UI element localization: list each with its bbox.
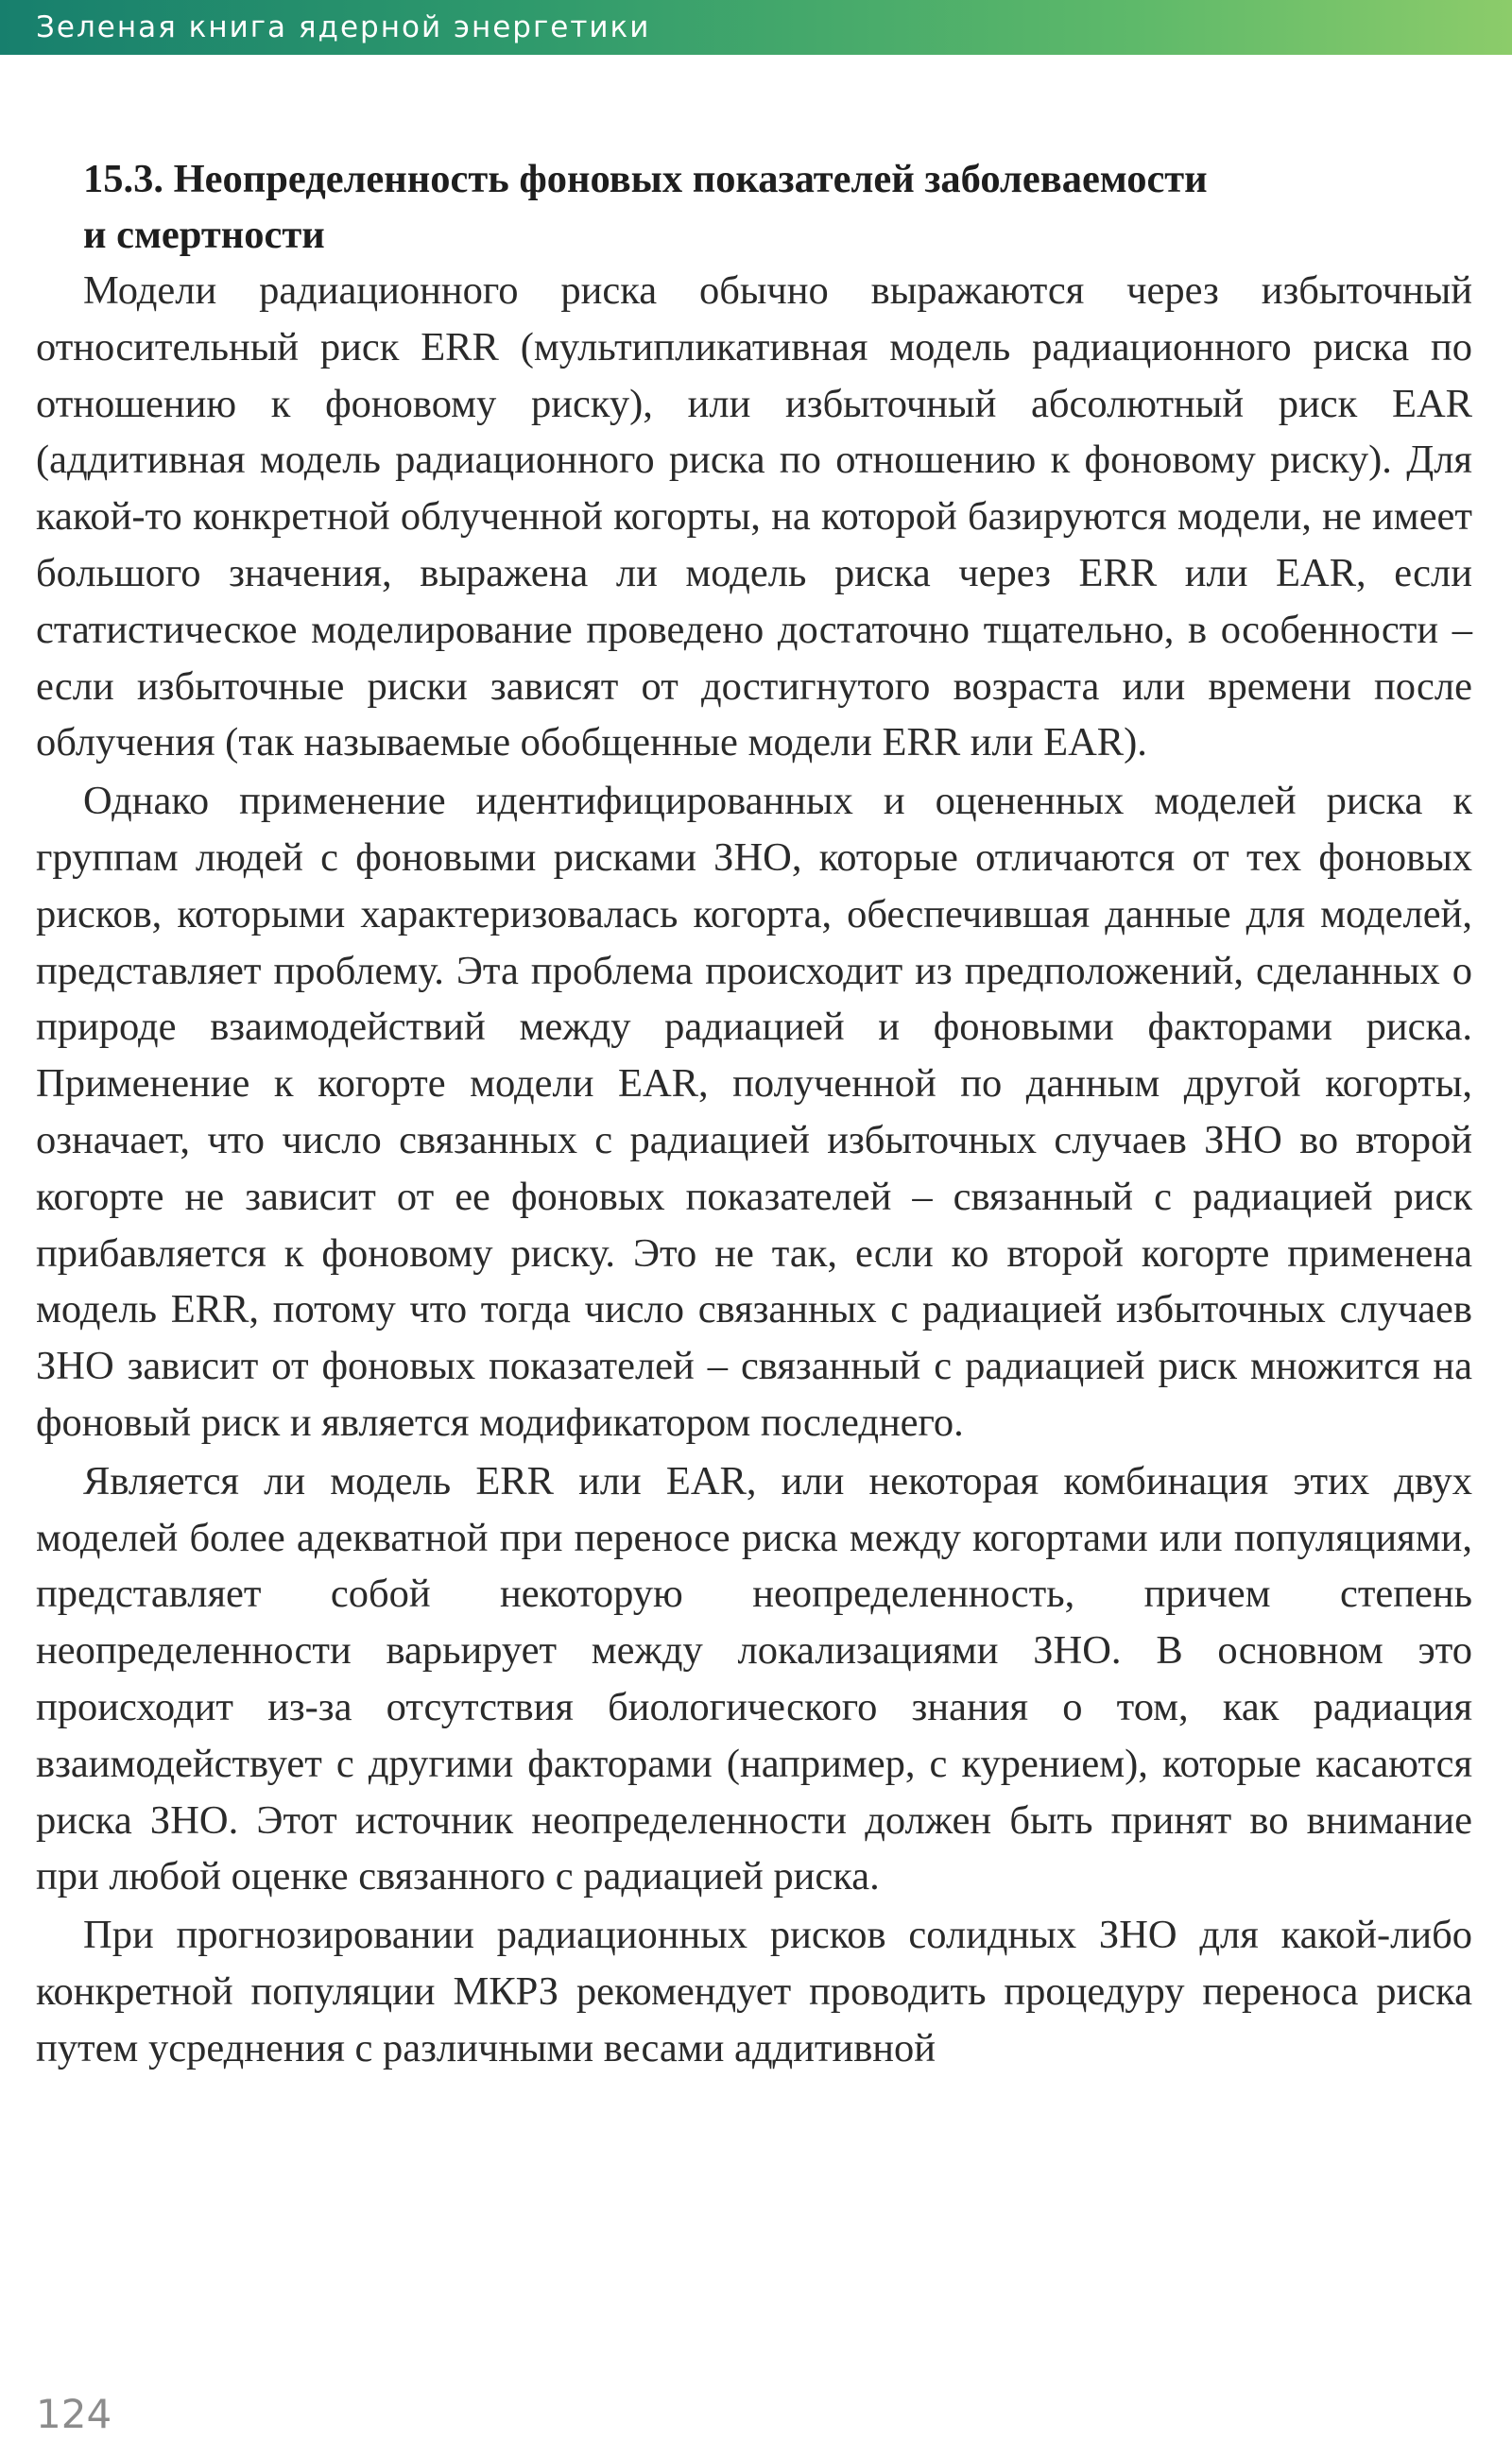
section-title-line-1: 15.3. Неопределенность фоновых показателей заболеваемости [83,157,1208,201]
paragraph-4: При прогнозировании радиационных рисков солидных ЗНО для какой-либо конкретной популяции МКРЗ рекомендует проводить процедуру переноса риска путем усреднения с различными весами аддитивной [36,1913,1472,2070]
section-title-line-2: и смертности [83,213,325,257]
header-band [0,0,1512,55]
section-title [36,151,1472,263]
paragraph-1: Модели радиационного риска обычно выражаются через избыточный относительный риск ERR (мультипликативная модель радиационного риска по отношению к фоновому риску), или избыточный абсолютный риск EAR (аддитивная модель радиационного риска по отношению к фоновому риску). Для какой-то конкретной облученной когорты, на которой базируются модели, не имеет большого значения, выражена ли модель риска через ERR или EAR, если статистическое моделирование проведено достаточно тщательно, в особенности – если избыточные риски зависят от достигнутого возраста или времени после облучения (так называемые обобщенные модели ERR или EAR). [36,268,1472,765]
page-content [36,151,1472,2079]
page-number: 124 [36,2391,112,2437]
running-header-title: Зеленая книга ядерной энергетики [36,10,651,44]
paragraph-3: Является ли модель ERR или EAR, или некоторая комбинация этих двух моделей более адекватной при переносе риска между когортами или популяциями, представляет собой некоторую неопределенность, причем степень неопределенности варьирует между локализациями ЗНО. В основном это происходит из-за отсутствия биологического знания о том, как радиация взаимодействует с другими факторами (например, с курением), которые касаются риска ЗНО. Этот источник неопределенности должен быть принят во внимание при любой оценке связанного с радиацией риска. [36,1458,1472,1899]
paragraph-2: Однако применение идентифицированных и оцененных моделей риска к группам людей с фоновыми рисками ЗНО, которые отличаются от тех фоновых рисков, которыми характеризовалась когорта, обеспечившая данные для моделей, представляет проблему. Эта проблема происходит из предположений, сделанных о природе взаимодействий между радиацией и фоновыми факторами риска. Применение к когорте модели EAR, полученной по данным другой когорты, означает, что число связанных с радиацией избыточных случаев ЗНО во второй когорте не зависит от ее фоновых показателей – связанный с радиацией риск прибавляется к фоновому риску. Это не так, если ко второй когорте применена модель ERR, потому что тогда число связанных с радиацией избыточных случаев ЗНО зависит от фоновых показателей – связанный с радиацией риск множится на фоновый риск и является модификатором последнего. [36,779,1472,1445]
